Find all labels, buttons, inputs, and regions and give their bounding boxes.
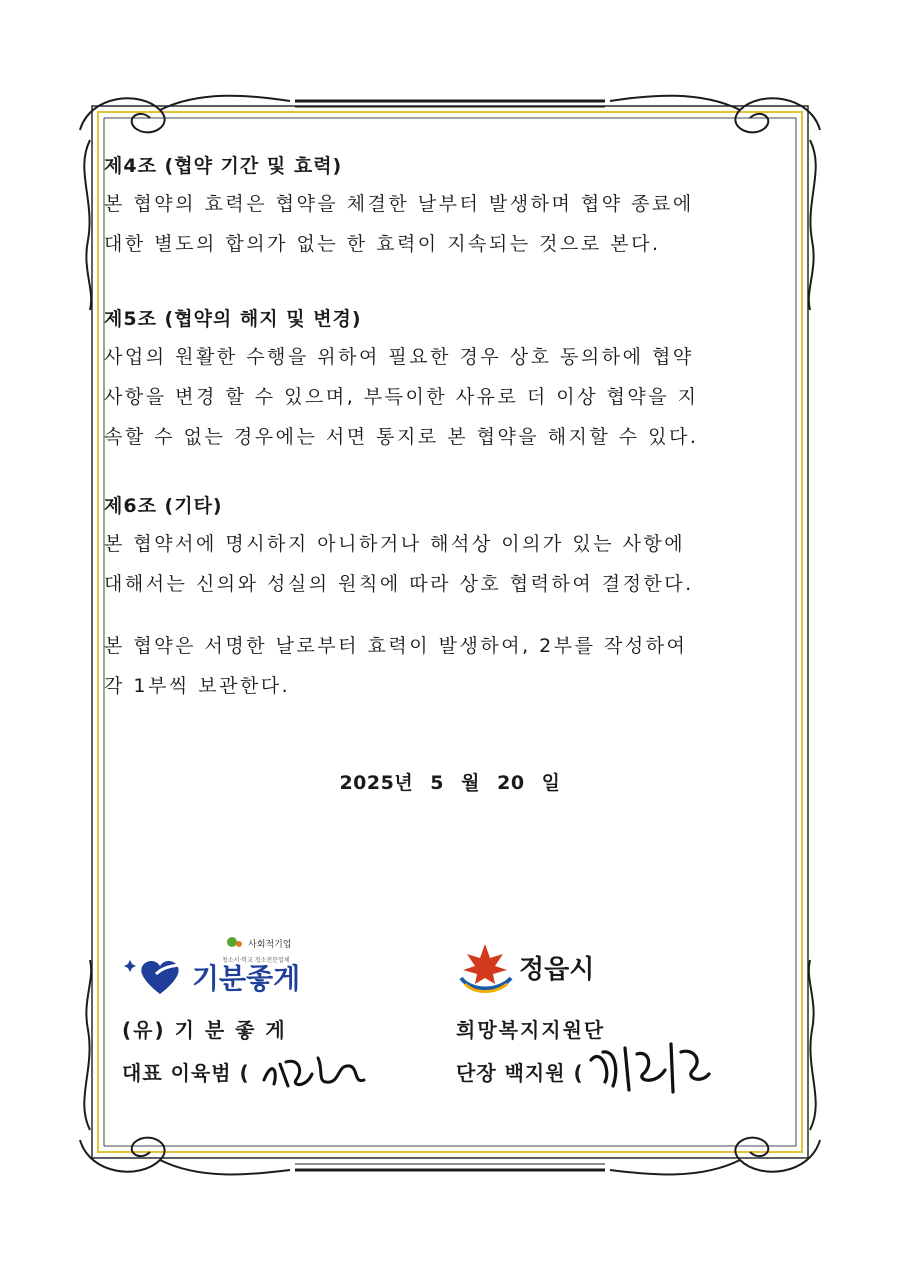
closing-clause	[104, 626, 804, 706]
article-line: 사업의 원활한 수행을 위하여 필요한 경우 상호 동의하에 협약	[104, 346, 694, 368]
maple-leaf-icon	[461, 944, 511, 992]
logo-subtitle: 청소서·학교 청소전문업체	[222, 957, 290, 964]
article-title: 제6조 (기타)	[104, 495, 223, 517]
article-4	[104, 148, 804, 301]
party-org-name: 희망복지지원단	[456, 1018, 606, 1042]
article-line: 본 협약서에 명시하지 아니하거나 해석상 이의가 있는 사항에	[104, 533, 686, 555]
agreement-body	[104, 148, 804, 706]
social-enterprise-badge: 사회적기업	[248, 940, 292, 950]
article-line: 대한 별도의 합의가 없는 한 효력이 지속되는 것으로 본다.	[104, 233, 661, 255]
logo-name: 정읍시	[519, 955, 595, 985]
left-signature	[258, 1040, 378, 1100]
article-5	[104, 301, 804, 488]
article-line: 본 협약의 효력은 협약을 체결한 날부터 발생하며 협약 종료에	[104, 193, 694, 215]
party-representative: 단장 백지원 (	[456, 1061, 584, 1085]
badge-leaf-icon	[227, 937, 242, 947]
article-line: 대해서는 신의와 성실의 원칙에 따라 상호 협력하여 결정한다.	[104, 573, 694, 595]
jeongeup-logo	[455, 938, 625, 998]
article-line: 속할 수 없는 경우에는 서면 통지로 본 협약을 해지할 수 있다.	[104, 426, 699, 448]
article-title: 제4조 (협약 기간 및 효력)	[104, 155, 343, 177]
heart-hand-icon	[141, 961, 188, 994]
logo-name: 기분좋게	[192, 962, 301, 995]
right-party	[456, 1014, 605, 1086]
article-6	[104, 488, 804, 626]
right-signature	[585, 1030, 715, 1100]
party-representative: 대표 이육범 (	[122, 1061, 250, 1085]
closing-line: 각 1부씩 보관한다.	[104, 675, 291, 697]
article-line: 사항을 변경 할 수 있으며, 부득이한 사유로 더 이상 협약을 지	[104, 386, 699, 408]
closing-line: 본 협약은 서명한 날로부터 효력이 발생하여, 2부를 작성하여	[104, 635, 688, 657]
signing-date: 2025년 5 월 20 일	[339, 772, 561, 794]
party-org-name: (유) 기 분 좋 게	[122, 1018, 287, 1042]
gibunjoke-logo	[120, 930, 320, 1002]
article-title: 제5조 (협약의 해지 및 변경)	[104, 308, 362, 330]
sparkle-icon	[124, 960, 136, 972]
